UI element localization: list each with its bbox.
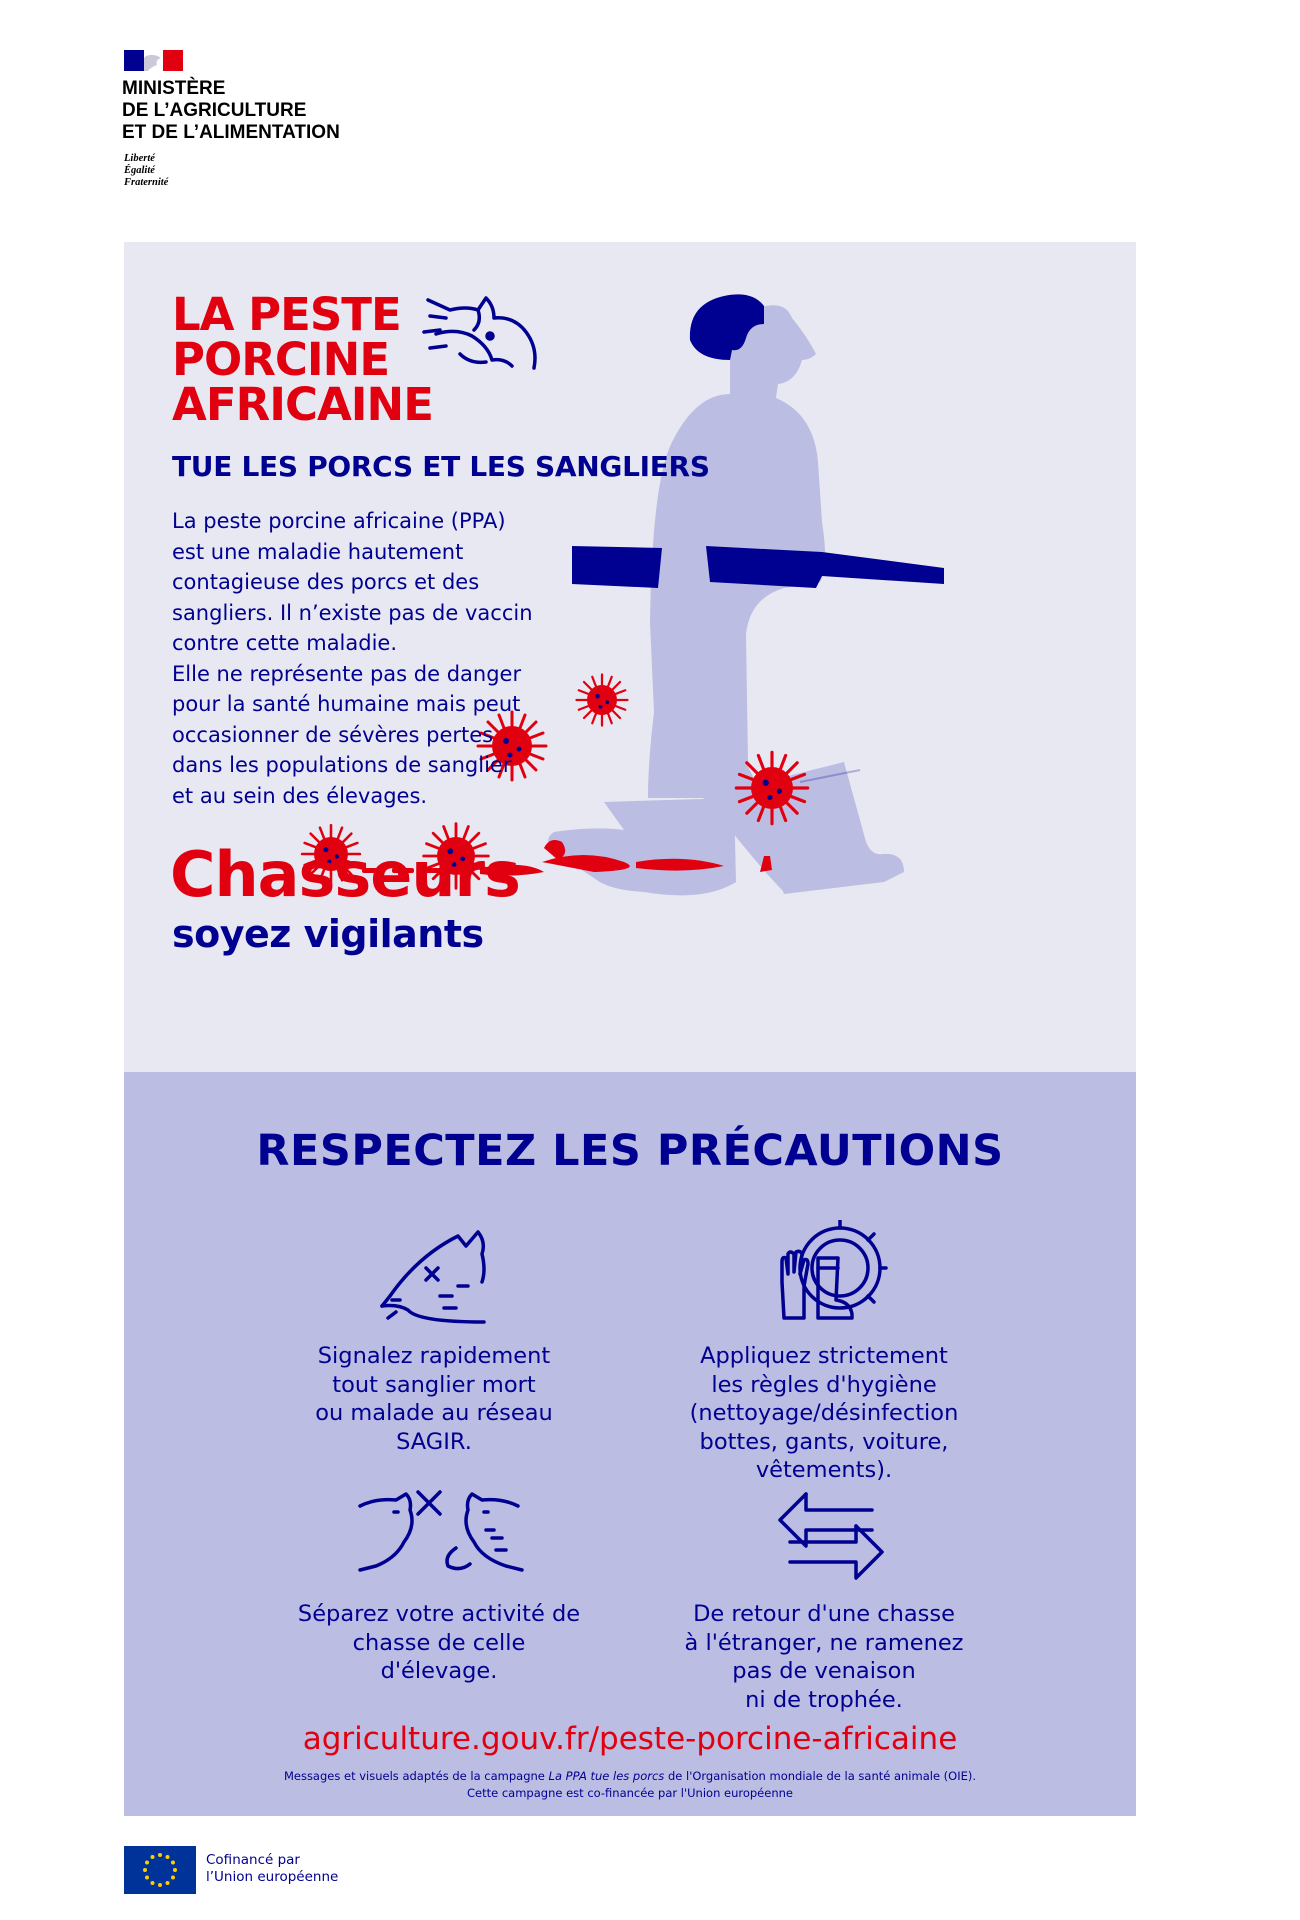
eu-star xyxy=(171,1861,175,1865)
intro-text xyxy=(172,506,592,811)
eu-star xyxy=(143,1868,147,1872)
campaign-name: La PPA tue les porcs xyxy=(548,1769,665,1783)
eu-star xyxy=(151,1881,155,1885)
motto-line: Liberté xyxy=(124,153,155,164)
motto-line: Égalité xyxy=(124,165,155,176)
tip-line: Appliquez strictement xyxy=(700,1343,948,1369)
tip-line: tout sanglier mort xyxy=(332,1371,536,1398)
eu-star xyxy=(166,1855,170,1859)
eu-line: Cofinancé par xyxy=(206,1852,300,1868)
tip-line: bottes, gants, voiture, xyxy=(699,1428,949,1455)
credits-line-2: Cette campagne est co-financée par l'Union européenne xyxy=(467,1786,793,1800)
eu-cofinanced-text xyxy=(206,1852,338,1886)
intro-line: occasionner de sévères pertes xyxy=(172,722,494,747)
ministry-line: DE L’AGRICULTURE xyxy=(122,100,307,121)
eu-star xyxy=(151,1855,155,1859)
boar-head-icon xyxy=(416,288,544,378)
credits-text: Messages et visuels adaptés de la campagne xyxy=(283,1769,549,1783)
tip-line: les règles d'hygiène xyxy=(711,1371,937,1398)
eu-star xyxy=(145,1876,149,1880)
intro-line: Elle ne représente pas de danger xyxy=(172,661,522,686)
dead-boar-icon xyxy=(378,1226,490,1326)
title-line: LA PESTE xyxy=(172,288,401,341)
separate-activities-icon xyxy=(356,1486,526,1578)
subtitle: TUE LES PORCS ET LES SANGLIERS xyxy=(172,450,710,483)
tip-line: (nettoyage/désinfection xyxy=(689,1400,959,1426)
eu-star xyxy=(145,1861,149,1865)
tip-abroad-hunting xyxy=(644,1600,1004,1714)
intro-line: sangliers. Il n’existe pas de vaccin xyxy=(172,600,533,625)
eu-line: l’Union européenne xyxy=(206,1869,339,1885)
exchange-arrows-icon xyxy=(776,1490,886,1582)
tip-line: Séparez votre activité de xyxy=(297,1601,581,1627)
intro-line: pour la santé humaine mais peut xyxy=(172,692,521,716)
tip-line: ni de trophée. xyxy=(745,1686,903,1713)
credits-line-1 xyxy=(124,1768,1136,1785)
tip-line: vêtements). xyxy=(755,1457,893,1483)
tip-line: à l'étranger, ne ramenez xyxy=(684,1629,964,1656)
tip-separate-activities xyxy=(259,1600,619,1686)
precautions-title: RESPECTEZ LES PRÉCAUTIONS xyxy=(256,1126,1004,1176)
ministry-line: ET DE L’ALIMENTATION xyxy=(122,122,340,143)
eu-flag-logo xyxy=(124,1846,196,1894)
tip-line: chasse de celle xyxy=(352,1629,526,1656)
poster xyxy=(124,242,1136,1816)
ministry-line: MINISTÈRE xyxy=(122,78,226,99)
title-line: PORCINE xyxy=(172,333,390,386)
republic-motto xyxy=(124,153,168,189)
intro-line: contre cette maladie. xyxy=(172,631,398,655)
tip-line: ou malade au réseau xyxy=(315,1400,553,1426)
tip-line: Signalez rapidement xyxy=(317,1343,551,1369)
eu-star xyxy=(158,1883,162,1887)
title-line: AFRICAINE xyxy=(172,378,433,431)
intro-line: dans les populations de sanglier xyxy=(172,753,512,777)
tip-report-dead-boar xyxy=(254,1342,614,1456)
eu-star xyxy=(173,1868,177,1872)
tip-line: SAGIR. xyxy=(396,1428,472,1455)
vigilant-subheading: soyez vigilants xyxy=(172,912,484,956)
republic-flag-logo xyxy=(124,50,183,71)
hygiene-icon xyxy=(776,1220,888,1328)
hunters-heading: Chasseurs xyxy=(170,838,520,911)
intro-line: et au sein des élevages. xyxy=(172,783,428,808)
intro-line: contagieuse des porcs et des xyxy=(172,570,480,594)
tip-line: pas de venaison xyxy=(732,1658,916,1684)
intro-line: La peste porcine africaine (PPA) xyxy=(172,509,506,533)
ministry-name xyxy=(122,78,442,144)
eu-star xyxy=(166,1881,170,1885)
eu-star xyxy=(171,1876,175,1880)
credits-text: de l'Organisation mondiale de la santé animale (OIE). xyxy=(664,1769,977,1783)
campaign-title xyxy=(172,288,433,431)
tip-line: d'élevage. xyxy=(380,1658,498,1684)
tip-hygiene-rules xyxy=(644,1342,1004,1485)
eu-star xyxy=(158,1853,162,1857)
campaign-url[interactable]: agriculture.gouv.fr/peste-porcine-africaine xyxy=(302,1721,958,1757)
tip-line: De retour d'une chasse xyxy=(693,1601,955,1627)
motto-line: Fraternité xyxy=(124,177,169,188)
intro-line: est une maladie hautement xyxy=(172,539,464,564)
credits xyxy=(124,1768,1136,1802)
